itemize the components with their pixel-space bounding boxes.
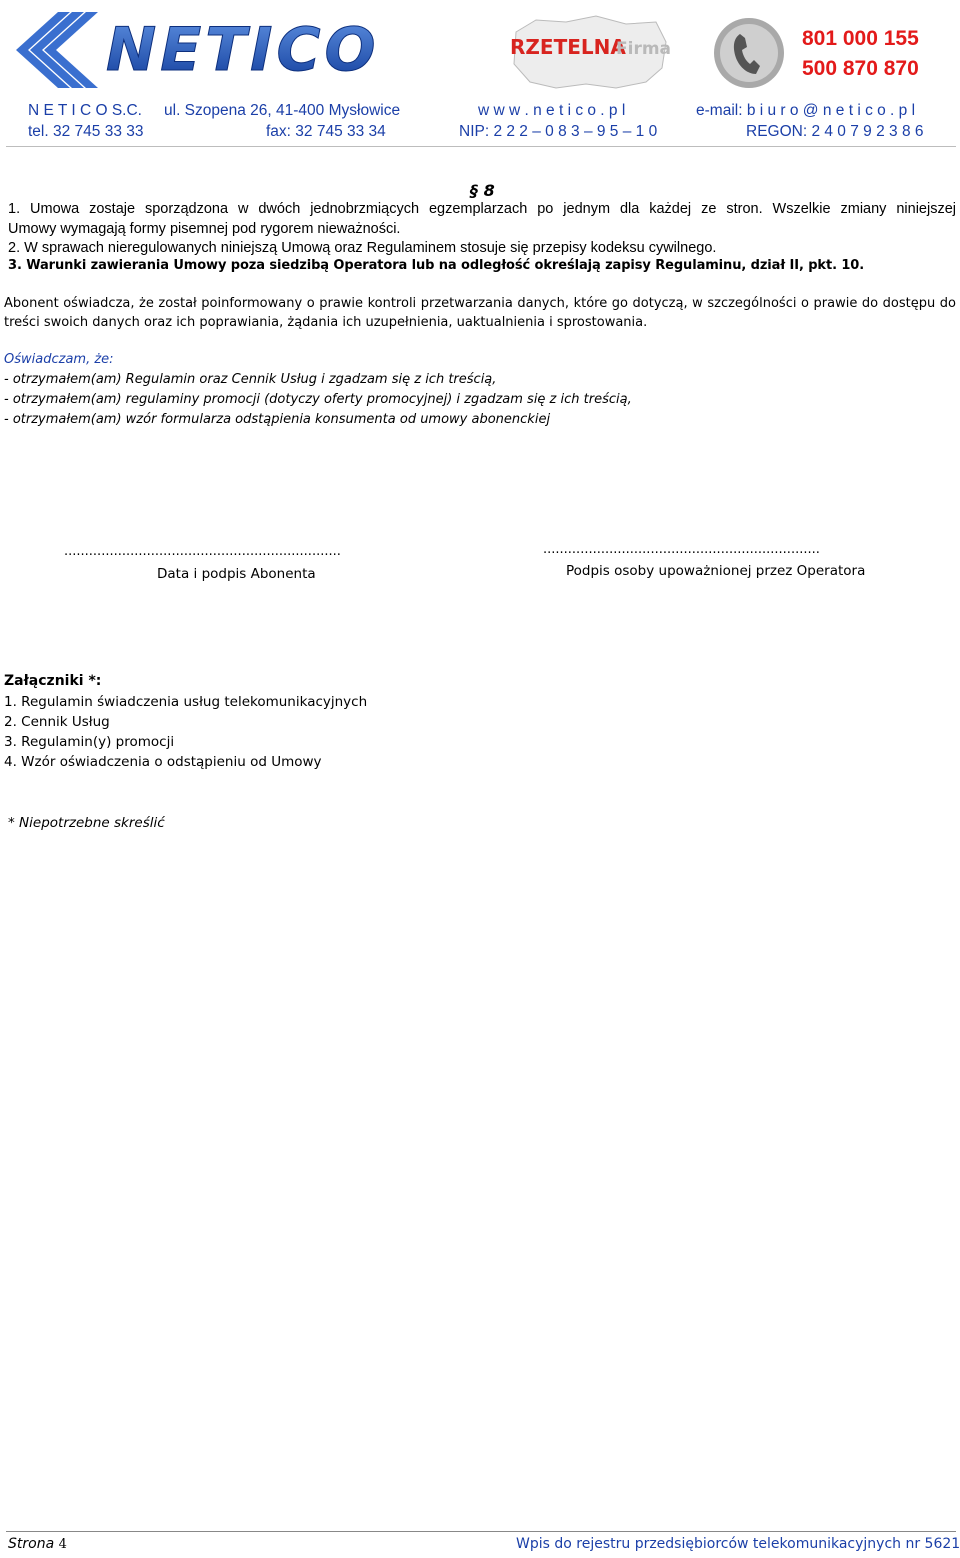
netico-logo-text: NETICO (106, 15, 380, 85)
clause-1-line-1: 1. Umowa zostaje sporządzona w dwóch jednobrzmiących egzemplarzach po jednym dla każdej ze stron. Wszelkie zmiany niniejszej (8, 201, 956, 217)
signature-label-subscriber: Data i podpis Abonenta (157, 566, 316, 582)
declaration-item-2: - otrzymałem(am) regulaminy promocji (dotyczy oferty promocyjnej) i zgadzam się z ich treścią, (4, 392, 632, 407)
attachment-item: 3. Regulamin(y) promocji (4, 734, 175, 750)
clause-2: 2. W sprawach nieregulowanych niniejszą Umową oraz Regulaminem stosuje się przepisy kodeksu cywilnego. (8, 240, 717, 256)
phone-number-1: 801 000 155 (802, 27, 919, 50)
clause-1 (8, 200, 956, 239)
netico-logo (10, 6, 442, 94)
attachments-title: Załączniki *: (4, 673, 102, 689)
attachment-item: 4. Wzór oświadczenia o odstąpieniu od Umowy (4, 754, 322, 770)
header-divider (6, 146, 956, 147)
telephone-icon (712, 16, 786, 90)
attachment-item: 2. Cennik Usług (4, 714, 110, 730)
rzetelna-firma-badge (506, 12, 678, 92)
clause-3: 3. Warunki zawierania Umowy poza siedzibą Operatora lub na odległość określają zapisy Regulaminu, dział II, pkt. 10. (8, 258, 865, 273)
declaration-item-3: - otrzymałem(am) wzór formularza odstąpienia konsumenta od umowy abonenckiej (4, 412, 551, 427)
company-address: ul. Szopena 26, 41-400 Mysłowice (164, 102, 401, 119)
page-indicator (8, 1536, 67, 1552)
fax-number: fax: 32 745 33 34 (266, 123, 386, 140)
phone-number-2: 500 870 870 (802, 57, 919, 80)
contact-line-2 (0, 123, 960, 143)
data-privacy-paragraph: Abonent oświadcza, że został poinformowany o prawie kontroli przetwarzania danych, które go dotyczą, w szczególności o prawie do dostępu do treści swoich danych oraz ich poprawiania, żądania ich uzupełnienia, uaktualnienia i sprostowania. (4, 296, 956, 330)
clause-1-line-2: Umowy wymagają formy pisemnej pod rygorem nieważności. (8, 220, 401, 237)
declaration-title: Oświadczam, że: (4, 352, 114, 367)
registry-entry: Wpis do rejestru przedsiębiorców telekomunikacyjnych nr 5621 (516, 1536, 960, 1552)
attachment-item: 1. Regulamin świadczenia usług telekomunikacyjnych (4, 694, 368, 710)
declaration-item-1: - otrzymałem(am) Regulamin oraz Cennik Usług i zgadzam się z ich treścią, (4, 372, 497, 387)
badge-word-rzetelna: RZETELNA (510, 35, 626, 59)
section-heading: § 8 (470, 181, 495, 200)
nip-number: NIP: 2 2 2 – 0 8 3 – 9 5 – 1 0 (459, 123, 658, 140)
badge-word-firma: Firma (616, 39, 672, 59)
page-number: 4 (58, 1537, 67, 1552)
signature-line-subscriber[interactable]: ................................................................... (64, 544, 341, 559)
tel-number: tel. 32 745 33 33 (28, 123, 144, 140)
website-link[interactable]: w w w . n e t i c o . p l (478, 102, 626, 119)
page-label: Strona (8, 1536, 55, 1552)
company-name: N E T I C O S.C. (28, 102, 142, 119)
footnote: * Niepotrzebne skreślić (8, 815, 165, 831)
signature-line-operator[interactable]: ................................................................... (543, 542, 820, 557)
signature-label-operator: Podpis osoby upoważnionej przez Operatora (566, 563, 866, 579)
contact-line-1 (0, 102, 960, 122)
email-link[interactable]: e-mail: b i u r o @ n e t i c o . p l (696, 102, 916, 119)
footer-divider (6, 1531, 956, 1532)
regon-number: REGON: 2 4 0 7 9 2 3 8 6 (746, 123, 924, 140)
